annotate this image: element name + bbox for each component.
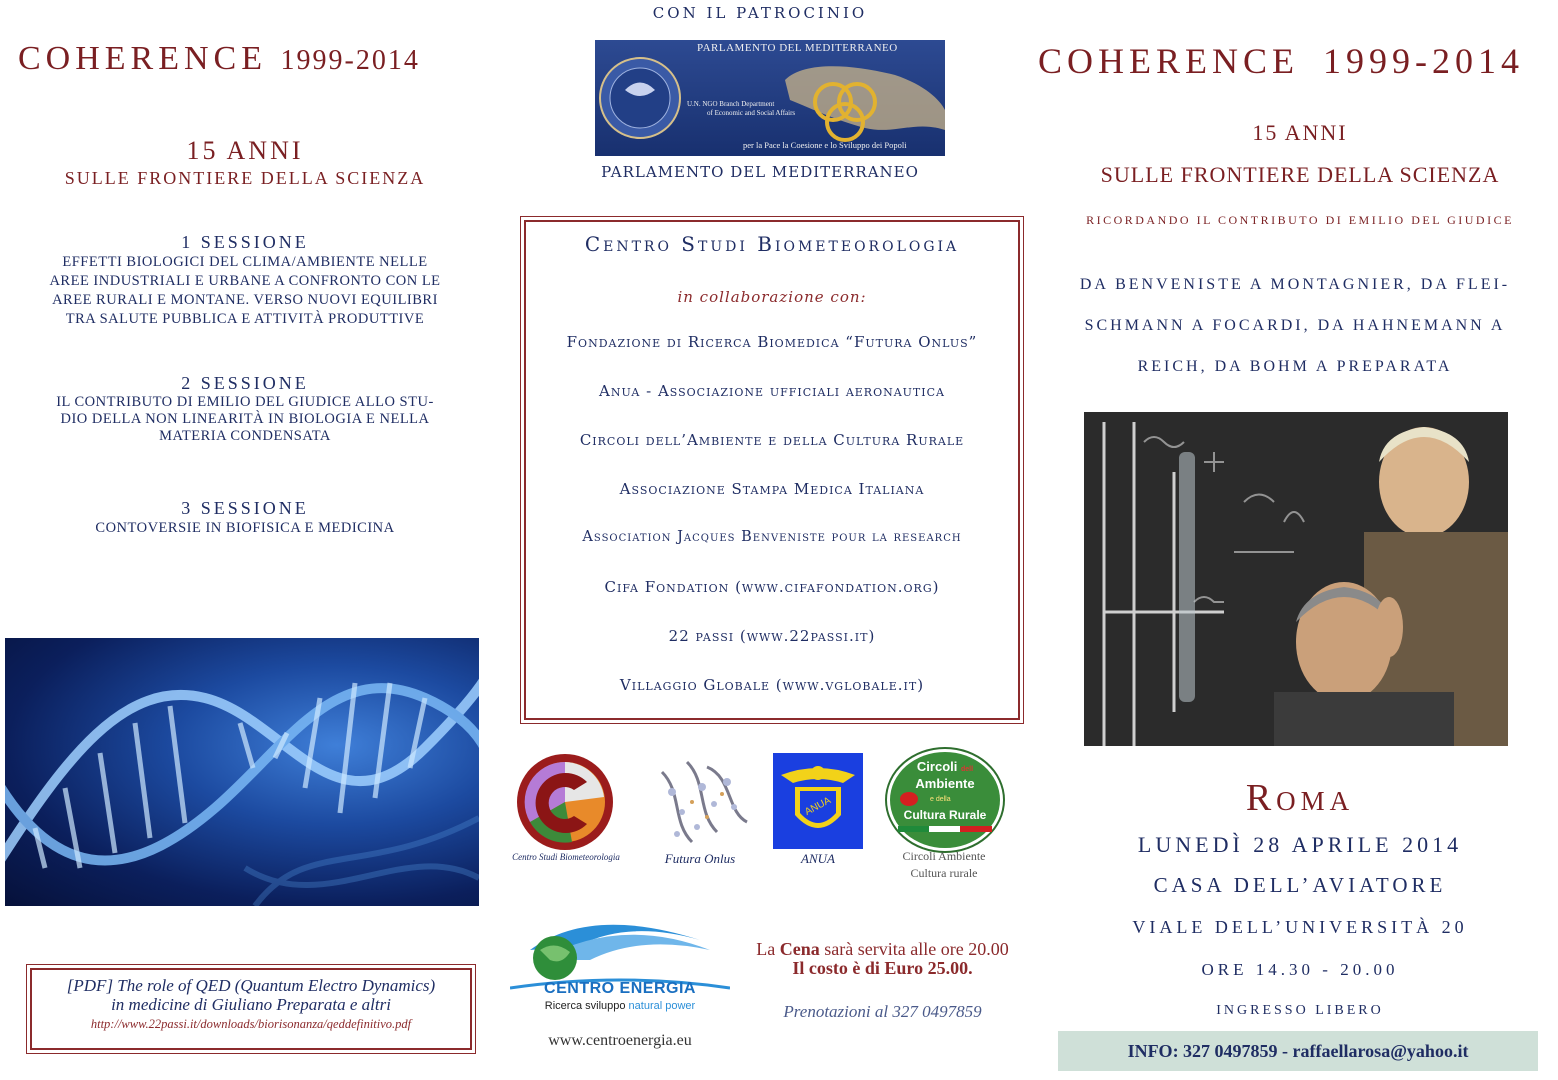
city: Roma <box>1245 777 1355 819</box>
scientists-photo <box>1084 412 1508 746</box>
dna-helix-image <box>5 638 479 906</box>
scientists-photo-art <box>1084 412 1508 746</box>
session-2-line: MATERIA CONDENSATA <box>159 428 331 444</box>
collab-item: 22 passi (www.22passi.it) <box>668 627 876 645</box>
circoli-caption-line: Circoli Ambiente <box>902 849 986 863</box>
right-anni: 15 ANNI <box>1252 120 1348 145</box>
session-1-heading: 1 SESSIONE <box>181 232 309 252</box>
session-2-line: DIO DELLA NON LINEARITÀ IN BIOLOGIA E NELLA <box>60 411 430 427</box>
italian-flag-stripe <box>898 826 992 832</box>
patrocinio-heading: CON IL PATROCINIO <box>652 4 868 22</box>
anua-logo <box>773 753 863 849</box>
csb-logo-caption: Centro Studi Biometeorologia <box>512 852 620 862</box>
info-bar <box>1058 1031 1538 1071</box>
collab-item: Circoli dell’Ambiente e della Cultura Rurale <box>579 431 965 449</box>
dna-helix-illustration <box>5 638 479 906</box>
circoli-logo-edella: e della <box>930 796 951 803</box>
event-date: LUNEDÌ 28 APRILE 2014 <box>1137 832 1463 857</box>
session-1 <box>0 232 490 329</box>
address: VIALE DELL’UNIVERSITÀ 20 <box>1132 917 1468 937</box>
centro-energia-logo <box>510 910 730 1020</box>
circoli-logo-cultura: Cultura Rurale <box>903 808 987 822</box>
cena-line <box>740 940 1025 959</box>
parlamento-logo-ngo-line: U.N. NGO Branch Department <box>687 100 775 108</box>
session-3-heading: 3 SESSIONE <box>181 498 309 518</box>
session-2-line: IL CONTRIBUTO DI EMILIO DEL GIUDICE ALLO STU- <box>56 394 434 410</box>
right-title-years: 1999-2014 <box>1323 41 1524 81</box>
parlamento-logo-motto: per la Pace la Coesione e lo Sviluppo dei Popoli <box>743 140 907 150</box>
cena-bold: Cena <box>779 939 820 959</box>
session-3-line: CONTOVERSIE IN BIOFISICA E MEDICINA <box>95 520 395 536</box>
circoli-logo-caption <box>880 848 1008 882</box>
csb-logo-mark <box>512 752 618 852</box>
right-subtitle: SULLE FRONTIERE DELLA SCIENZA <box>1100 162 1500 187</box>
ricordando-line: RICORDANDO IL CONTRIBUTO DI EMILIO DEL GIUDICE <box>1086 213 1514 227</box>
right-title-name: COHERENCE <box>1038 41 1299 81</box>
futura-onlus-logo <box>652 752 752 852</box>
cena-pre: La <box>756 939 776 959</box>
futura-logo-caption: Futura Onlus <box>664 851 736 866</box>
cena-costo: Il costo è di Euro 25.00. <box>792 958 973 978</box>
parlamento-logo-art <box>595 40 945 156</box>
ladybug-icon <box>900 792 918 806</box>
circoli-logo <box>890 752 1000 848</box>
info-contact[interactable]: INFO: 327 0497859 - raffaellarosa@yahoo.it <box>1127 1041 1469 1061</box>
right-names-line: DA BENVENISTE A MONTAGNIER, DA FLEI- <box>1079 276 1511 293</box>
collab-item: Cifa Fondation (www.cifafondation.org) <box>604 578 940 596</box>
centro-energia-tag-a: Ricerca sviluppo <box>544 1000 626 1012</box>
left-subtitle: SULLE FRONTIERE DELLA SCIENZA <box>64 168 426 188</box>
session-2-heading: 2 SESSIONE <box>181 373 309 393</box>
anua-logo-caption: ANUA <box>801 851 835 866</box>
parlamento-caption: PARLAMENTO DEL MEDITERRANEO <box>601 163 919 181</box>
session-3 <box>0 498 490 538</box>
csb-logo <box>512 752 618 852</box>
parlamento-logo-ngo <box>687 100 795 118</box>
futura-logo-mark <box>652 752 752 852</box>
centro-energia-tag-b: natural power <box>628 1000 696 1012</box>
left-anni: 15 ANNI <box>186 136 304 165</box>
left-title-name: COHERENCE <box>18 40 267 77</box>
anua-logo-text: ANUA <box>803 795 833 818</box>
pdf-title-line-2: in medicine di Giuliano Preparata e altri <box>111 995 391 1014</box>
prenotazioni: Prenotazioni al 327 0497859 <box>783 1002 982 1021</box>
collab-item: Villaggio Globale (www.vglobale.it) <box>619 676 925 694</box>
centro-energia-url[interactable]: www.centroenergia.eu <box>548 1032 692 1049</box>
left-title <box>18 40 488 78</box>
circoli-logo-text <box>890 760 1000 791</box>
pdf-link[interactable]: http://www.22passi.it/downloads/biorisonanza/qeddefinitivo.pdf <box>90 1017 412 1031</box>
hours: ORE 14.30 - 20.00 <box>1201 960 1399 979</box>
right-names-line: SCHMANN A FOCARDI, DA HAHNEMANN A <box>1084 317 1506 334</box>
venue: CASA DELL’AVIATORE <box>1153 873 1447 897</box>
collab-item: Associazione Stampa Medica Italiana <box>619 480 925 498</box>
collab-item: Association Jacques Benveniste pour la research <box>582 529 962 545</box>
right-title <box>1038 40 1538 82</box>
parlamento-mediterraneo-logo <box>595 40 945 156</box>
cena-info <box>740 940 1025 978</box>
session-2 <box>0 373 490 445</box>
centro-studi-title: Centro Studi Biometeorologia <box>584 232 960 256</box>
right-names-line: REICH, DA BOHM A PREPARATA <box>1137 358 1453 375</box>
pdf-reference-box <box>30 968 472 1050</box>
session-1-line: AREE INDUSTRIALI E URBANE A CONFRONTO CON LE <box>49 273 441 289</box>
circoli-logo-line: Circoli dell <box>916 759 974 774</box>
session-1-line: AREE RURALI E MONTANE. VERSO NUOVI EQUILIBRI <box>52 292 438 308</box>
collab-item: Anua - Associazione ufficiali aeronautica <box>599 382 945 400</box>
collaborazione-label: in collaborazione con: <box>677 288 867 306</box>
session-1-line: EFFETTI BIOLOGICI DEL CLIMA/AMBIENTE NELLE <box>62 254 428 270</box>
left-title-years: 1999-2014 <box>280 45 420 76</box>
centro-energia-name: CENTRO ENERGIA <box>544 980 696 997</box>
cena-post: sarà servita alle ore 20.00 <box>824 939 1009 959</box>
parlamento-logo-banner: PARLAMENTO DEL MEDITERRANEO <box>697 42 898 54</box>
circoli-logo-line: Ambiente <box>915 776 975 791</box>
collab-item: Fondazione di Ricerca Biomedica “Futura Onlus” <box>566 333 978 351</box>
centro-studi-box <box>524 220 1020 720</box>
centro-energia-tagline <box>510 1000 730 1012</box>
pdf-title-line-1: [PDF] The role of QED (Quantum Electro Dynamics) <box>66 976 436 995</box>
ingresso: INGRESSO LIBERO <box>1216 1003 1384 1018</box>
parlamento-logo-ngo-line: of Economic and Social Affairs <box>707 109 796 117</box>
circoli-caption-line: Cultura rurale <box>910 866 978 880</box>
session-1-line: TRA SALUTE PUBBLICA E ATTIVITÀ PRODUTTIVE <box>65 311 425 327</box>
